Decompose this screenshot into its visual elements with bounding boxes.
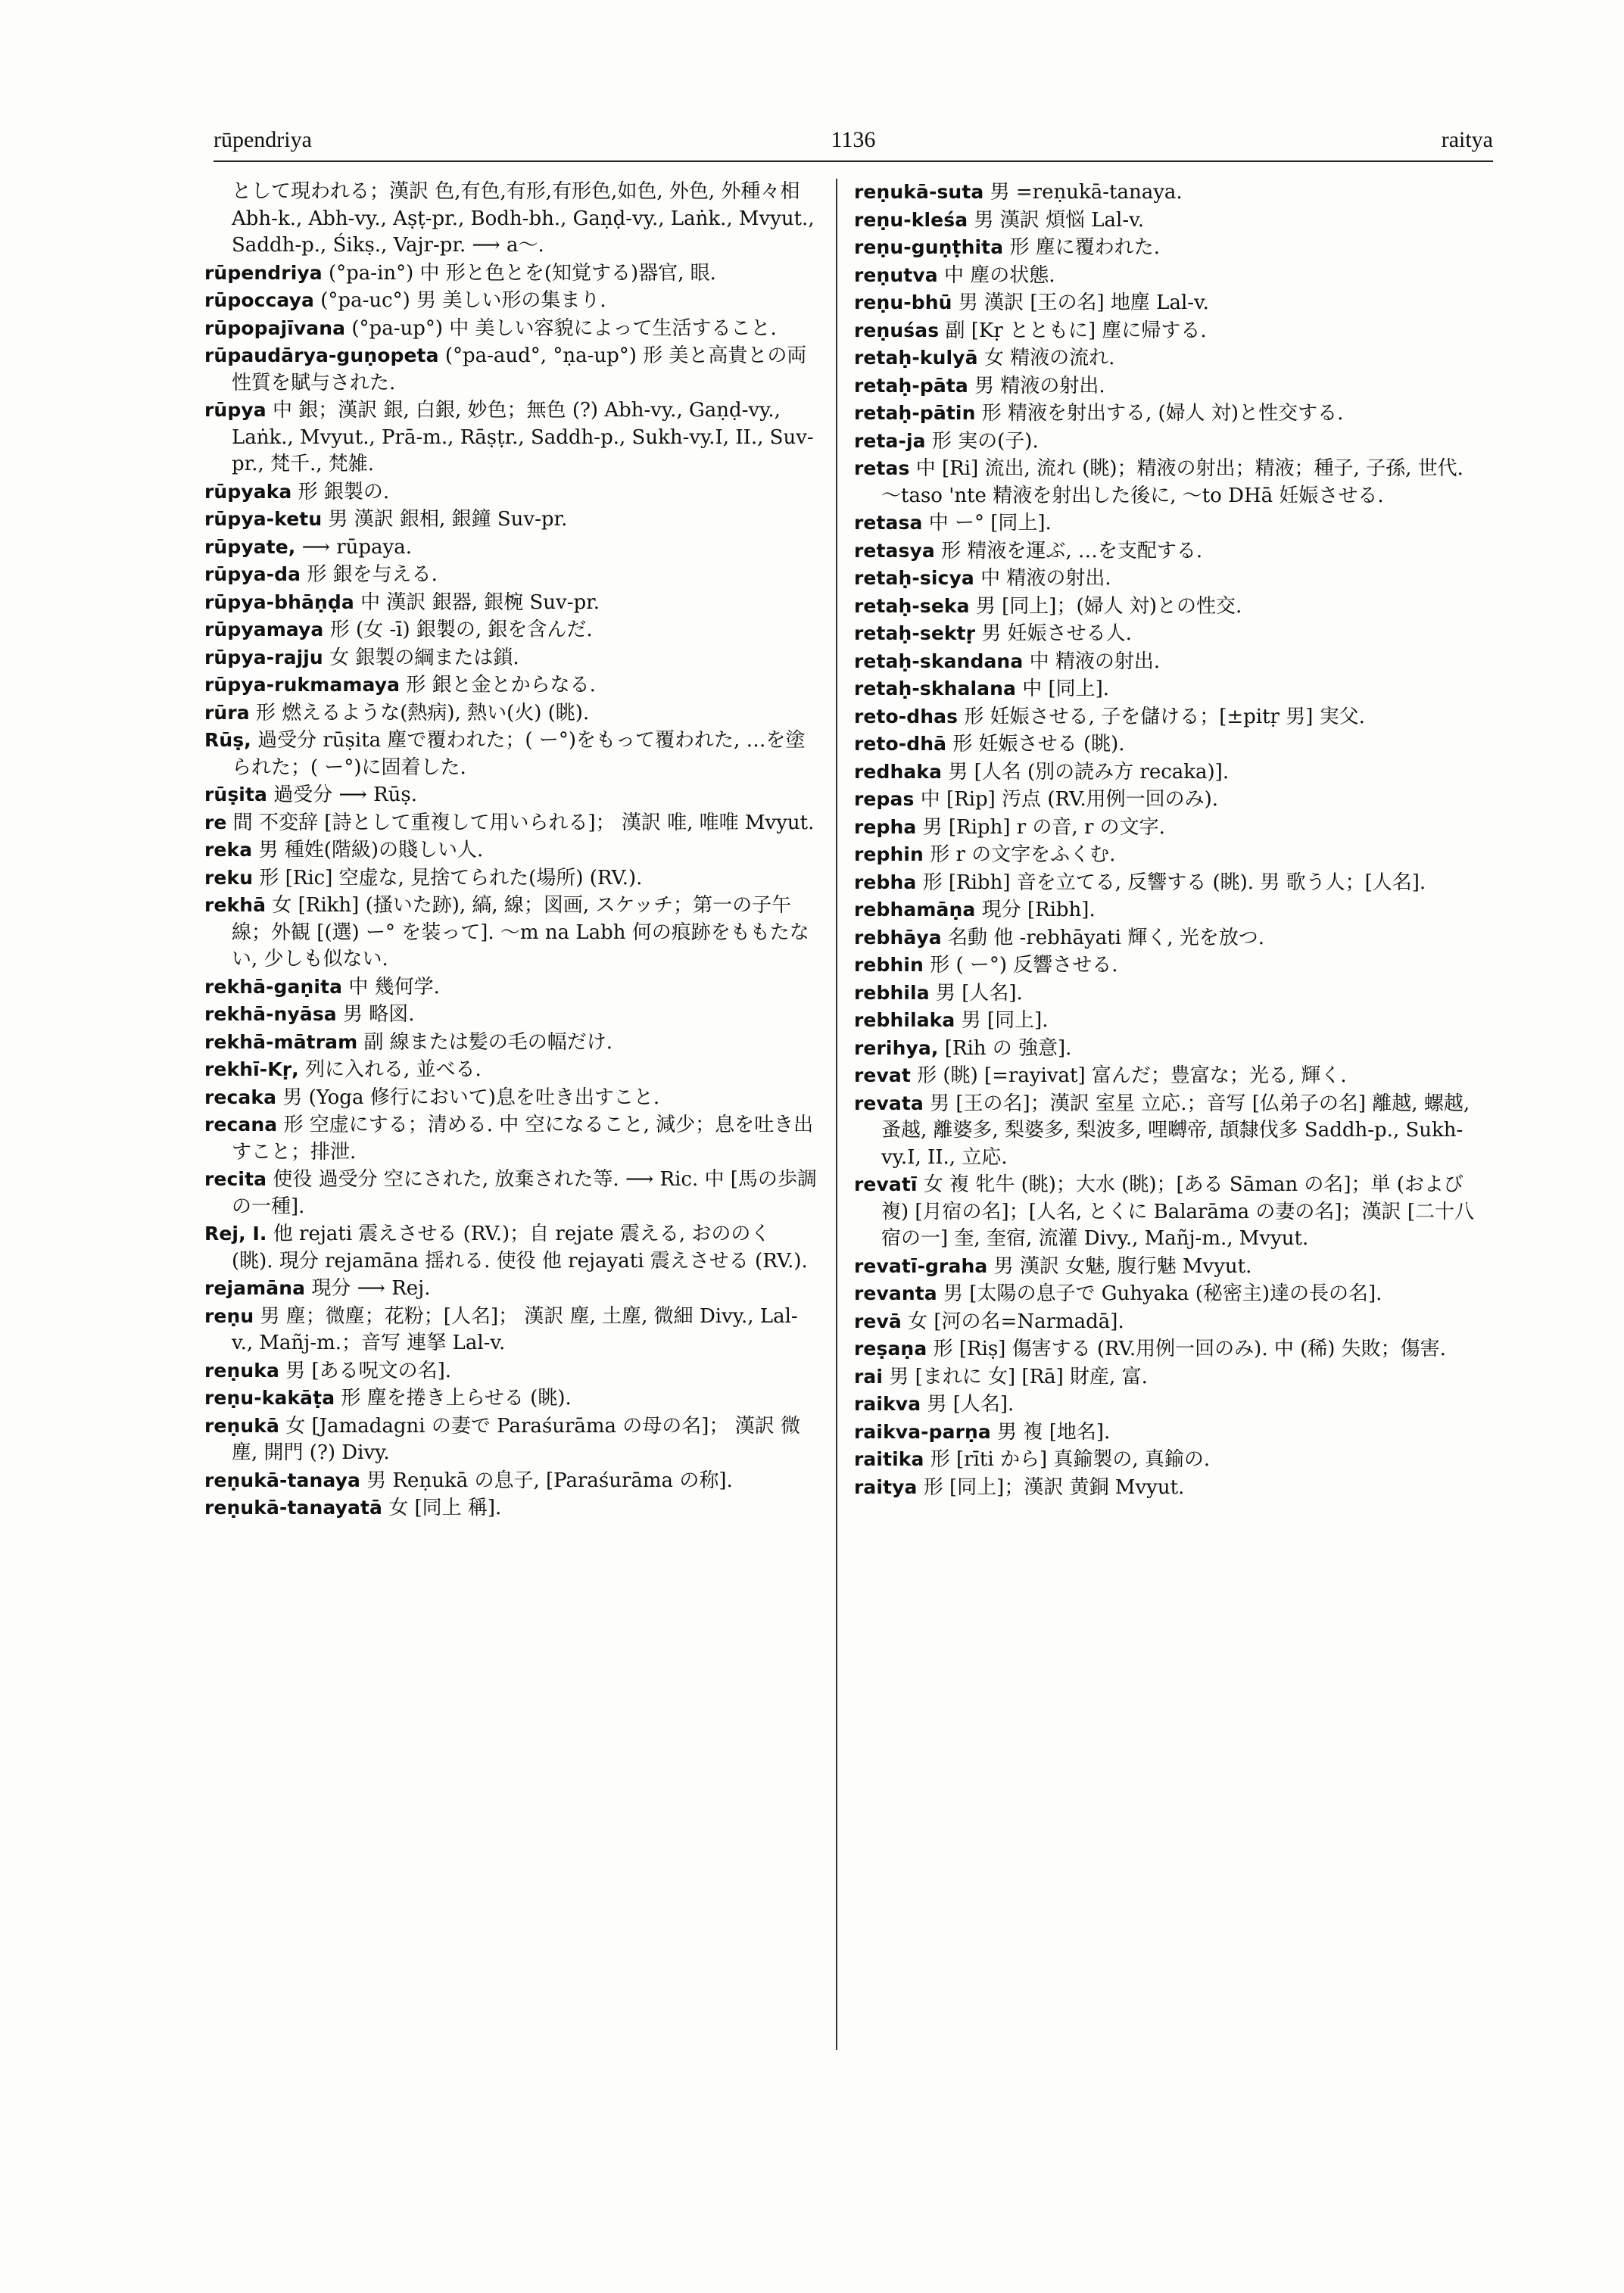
definition: 男 [人名]. bbox=[927, 1393, 1015, 1416]
dictionary-entry bbox=[204, 506, 818, 534]
dictionary-entry bbox=[204, 1275, 818, 1303]
definition: 形 [Riṣ] 傷害する (RV.用例一回のみ). 中 (稀) 失敗；傷害. bbox=[933, 1338, 1446, 1360]
headword: rebhāya bbox=[854, 926, 942, 949]
definition: 男 種姓(階級)の賤しい人. bbox=[258, 839, 484, 861]
headword: reṇukā-tanayatā bbox=[204, 1497, 382, 1519]
dictionary-entry bbox=[854, 1308, 1479, 1336]
definition: 女 [河の名=Narmadā]. bbox=[908, 1310, 1124, 1333]
headword: raitya bbox=[854, 1475, 918, 1498]
headword: reṇukā-tanaya bbox=[204, 1469, 360, 1491]
definition: 形 (眺) [=rayivat] 富んだ；豊富な；光る, 輝く. bbox=[917, 1064, 1347, 1087]
headword: rekhā bbox=[204, 894, 267, 916]
definition: 男 [王の名]；漢訳 室星 立応.；音写 [仏弟子の名] 離越, 螺越, 蚤越, 離婆多, 梨婆多, 梨波多, 哩嚩帝, 頡隸伐多 Saddh-p., Sukh-vy.I, II., 立応. bbox=[881, 1092, 1470, 1169]
dictionary-entry bbox=[204, 699, 818, 727]
definition: 女 [同上 稱]. bbox=[388, 1497, 502, 1519]
definition: として現われる；漢訳 色,有色,有形,有形色,如色, 外色, 外種々相 Abh-k., Abh-vy., Aṣṭ-pr., Bodh-bh., Gaṇḍ-vy., Laṅk., Mvyut., Saddh-p., Śikṣ., Vajr-pr. ⟶ a〜. bbox=[232, 180, 815, 257]
headword: rejamāna bbox=[204, 1277, 306, 1299]
dictionary-entry bbox=[204, 1111, 818, 1166]
left-column bbox=[204, 179, 818, 1522]
headword: rūṣita bbox=[204, 784, 267, 805]
headword: rūra bbox=[204, 701, 250, 724]
definition: 男 漢訳 [王の名] 地塵 Lal-v. bbox=[958, 291, 1209, 314]
headword: reṇu bbox=[204, 1304, 254, 1327]
headword: retaḥ-sektṛ bbox=[854, 622, 976, 644]
dictionary-entry bbox=[204, 315, 818, 343]
dictionary-entry bbox=[854, 759, 1479, 787]
definition: 中 塵の状態. bbox=[943, 263, 1055, 287]
dictionary-entry bbox=[204, 616, 818, 644]
definition: 女 銀製の綱または鎖. bbox=[329, 646, 519, 669]
dictionary-entry bbox=[204, 260, 818, 288]
headword: repha bbox=[854, 815, 917, 838]
dictionary-entry bbox=[204, 342, 818, 397]
dictionary-entry bbox=[854, 675, 1479, 703]
dictionary-entry bbox=[854, 179, 1479, 207]
definition: 中 精液の射出. bbox=[1029, 650, 1161, 673]
definition: 男 =reṇukā-tanaya. bbox=[990, 181, 1183, 204]
definition: 男 [太陽の息子で Guhyaka (秘密主)達の長の名]. bbox=[943, 1282, 1382, 1305]
dictionary-entry bbox=[854, 565, 1479, 593]
definition: 中 銀；漢訳 銀, 白銀, 妙色；無色 (?) Abh-vy., Gaṇḍ-vy., Laṅk., Mvyut., Prā-m., Rāṣṭr., Saddh-p., Sukh-vy.I, II., Suv-pr., 梵千., 梵雑. bbox=[232, 399, 814, 475]
headword: rai bbox=[854, 1365, 884, 1388]
headword: retaḥ-sicya bbox=[854, 567, 974, 589]
definition: 男 塵；微塵；花粉；[人名]； 漢訳 塵, 土塵, 微細 Divy., Lal-v., Mañj-m.；音写 連拏 Lal-v. bbox=[232, 1304, 798, 1354]
definition: 男 漢訳 女魅, 腹行魅 Mvyut. bbox=[993, 1254, 1252, 1278]
definition: 男 [人名 (別の読み方 recaka)]. bbox=[948, 760, 1230, 784]
dictionary-entry bbox=[854, 648, 1479, 676]
headword: reta-ja bbox=[854, 429, 926, 452]
right-column bbox=[854, 179, 1479, 1501]
definition: (°pa-in°) 中 形と色とを(知覚する)器官, 眼. bbox=[329, 261, 716, 285]
definition: 形 空虚にする；清める. 中 空になること, 減少；息を吐き出すこと；排泄. bbox=[232, 1114, 814, 1164]
headword: rūpya-da bbox=[204, 563, 301, 585]
headword: raikva bbox=[854, 1393, 921, 1415]
dictionary-entry bbox=[204, 1001, 818, 1029]
headword: reṇukā-suta bbox=[854, 181, 984, 203]
headword: rūpya-ketu bbox=[204, 508, 323, 530]
definition: ⟶ rūpaya. bbox=[301, 535, 412, 559]
dictionary-entry bbox=[854, 703, 1479, 731]
headword: retaḥ-pātin bbox=[854, 402, 976, 424]
dictionary-entry bbox=[204, 1166, 818, 1220]
definition: 列に入れる, 並べる. bbox=[305, 1058, 482, 1081]
definition: 形 塵に覆われた. bbox=[1009, 236, 1160, 259]
headword: rūpopajīvana bbox=[204, 316, 346, 339]
definition: 男 [まれに 女] [Rā] 財産, 富. bbox=[889, 1365, 1148, 1388]
dictionary-entry bbox=[204, 1056, 818, 1084]
headword: reto-dhas bbox=[854, 705, 959, 727]
headword: rebha bbox=[854, 871, 917, 893]
headword: revata bbox=[854, 1092, 924, 1114]
definition: 名動 他 -rebhāyati 輝く, 光を放つ. bbox=[947, 926, 1265, 949]
headword: recana bbox=[204, 1114, 278, 1136]
headword: rerihya, bbox=[854, 1036, 939, 1059]
definition: 過受分 rūṣita 塵で覆われた；( ー°)をもって覆われた, …を塗られた；( ー°)に固着した. bbox=[232, 729, 806, 779]
dictionary-entry bbox=[854, 952, 1479, 980]
headword: recaka bbox=[204, 1086, 277, 1108]
headword: rekhā-gaṇita bbox=[204, 975, 343, 998]
headword: reku bbox=[204, 866, 254, 889]
headword: retaḥ-seka bbox=[854, 594, 970, 617]
headword: revanta bbox=[854, 1282, 937, 1304]
dictionary-entry bbox=[204, 644, 818, 672]
headword: rebhamāṇa bbox=[854, 899, 976, 921]
dictionary-entry bbox=[854, 869, 1479, 897]
dictionary-entry bbox=[854, 841, 1479, 869]
definition: 男 [ある呪文の名]. bbox=[285, 1359, 452, 1382]
definition: 現分 ⟶ Rej. bbox=[311, 1277, 431, 1300]
headword: Rej, I. bbox=[204, 1223, 267, 1245]
dictionary-entry bbox=[854, 786, 1479, 814]
definition: 男 [Riph] r の音, r の文字. bbox=[922, 815, 1165, 839]
dictionary-entry bbox=[854, 428, 1479, 456]
definition: 男 妊娠させる人. bbox=[981, 622, 1132, 645]
definition: 男 [人名]. bbox=[935, 981, 1023, 1005]
header-right-guideword: raitya bbox=[1441, 127, 1493, 152]
definition: 中 [Rip] 汚点 (RV.用例一回のみ). bbox=[920, 788, 1219, 811]
definition: 中 [同上]. bbox=[1022, 678, 1110, 700]
header-left-guideword: rūpendriya bbox=[214, 127, 312, 152]
definition: 女 精液の流れ. bbox=[983, 347, 1115, 369]
headword: revatī-graha bbox=[854, 1254, 988, 1277]
dictionary-entry bbox=[204, 837, 818, 865]
definition: 形 実の(子). bbox=[931, 429, 1039, 453]
header-rule bbox=[214, 160, 1493, 162]
headword: redhaka bbox=[854, 760, 943, 783]
headword: rūpya bbox=[204, 399, 267, 421]
definition: 女 [Rikh] (搔いた跡), 縞, 線；図画, スケッチ；第一の子午線；外観 [(選) ー° を装って]. 〜m na Labh 何の痕跡をももたない, 少しも似ない. bbox=[232, 894, 809, 970]
definition: 男 精液の射出. bbox=[974, 374, 1105, 397]
definition: 間 不変辞 [詩として重複して用いられる]； 漢訳 唯, 唯唯 Mvyut. bbox=[232, 811, 815, 834]
dictionary-entry bbox=[854, 262, 1479, 290]
headword: revat bbox=[854, 1064, 911, 1086]
dictionary-entry bbox=[854, 1474, 1479, 1502]
definition: 副 [Kṛ とともに] 塵に帰する. bbox=[945, 319, 1207, 342]
dictionary-entry bbox=[854, 1035, 1479, 1063]
definition: 使役 過受分 空にされた, 放棄された等. ⟶ Ric. 中 [馬の歩調の一種]. bbox=[232, 1168, 817, 1218]
headword: rūpendriya bbox=[204, 261, 323, 284]
dictionary-entry bbox=[854, 1090, 1479, 1172]
definition: 形 精液を運ぶ, …を支配する. bbox=[941, 539, 1203, 562]
dictionary-entry bbox=[854, 620, 1479, 648]
definition: 男 [同上]；(婦人 対)との性交. bbox=[975, 594, 1242, 618]
dictionary-entry bbox=[854, 234, 1479, 262]
dictionary-entry bbox=[854, 317, 1479, 345]
definition: 男 略図. bbox=[343, 1003, 415, 1026]
definition: 形 銀と金とからなる. bbox=[406, 674, 596, 696]
headword: retaḥ-pāta bbox=[854, 374, 968, 397]
dictionary-entry bbox=[204, 1385, 818, 1413]
definition: 女 複 牝牛 (眺)；大水 (眺)；[ある Sāman の名]；単 (および 複) [月宿の名]；[人名, とくに Balarāma の妻の名]；漢訳 [二十八宿の一] 奎, 奎宿, 流灌 Divy., Mañj-m., Mvyut. bbox=[881, 1173, 1474, 1250]
definition: 形 (女 -ī) 銀製の, 銀を含んだ. bbox=[329, 618, 593, 641]
definition: 形 [Ribh] 音を立てる, 反響する (眺). 男 歌う人；[人名]. bbox=[922, 871, 1426, 894]
headword: reṇu-bhū bbox=[854, 291, 952, 313]
definition: 男 (Yoga 修行において)息を吐き出すこと. bbox=[282, 1086, 660, 1109]
definition: 中 精液の射出. bbox=[980, 567, 1111, 590]
dictionary-entry bbox=[854, 1171, 1479, 1253]
definition: 男 漢訳 煩悩 Lal-v. bbox=[974, 208, 1144, 232]
dictionary-entry bbox=[854, 924, 1479, 952]
definition: 形 [Ric] 空虚な, 見捨てられた(場所) (RV.). bbox=[259, 866, 643, 889]
headword: rekhā-mātram bbox=[204, 1030, 358, 1053]
definition: 形 ( ー°) 反響させる. bbox=[930, 954, 1118, 977]
dictionary-entry bbox=[204, 1413, 818, 1467]
headword: rebhila bbox=[854, 981, 930, 1004]
definition: 形 r の文字をふくむ. bbox=[930, 843, 1116, 866]
dictionary-entry bbox=[854, 537, 1479, 565]
headword: reṇu-guṇṭhita bbox=[854, 236, 1004, 258]
definition: 形 銀製の. bbox=[298, 480, 390, 503]
headword: reṣaṇa bbox=[854, 1338, 927, 1360]
dictionary-entry bbox=[854, 1280, 1479, 1308]
definition: 形 [同上]；漢訳 黄銅 Mvyut. bbox=[923, 1475, 1185, 1499]
headword: rūpaudārya-guṇopeta bbox=[204, 344, 439, 366]
headword: reṇuka bbox=[204, 1359, 279, 1382]
headword: reṇu-kakāṭa bbox=[204, 1387, 335, 1409]
dictionary-entry bbox=[204, 589, 818, 617]
dictionary-entry bbox=[204, 1084, 818, 1112]
headword: rūpyaka bbox=[204, 480, 292, 503]
headword: rebhilaka bbox=[854, 1009, 955, 1031]
headword: raitika bbox=[854, 1448, 924, 1470]
definition: 副 線または髪の毛の幅だけ. bbox=[363, 1030, 613, 1054]
dictionary-entry bbox=[854, 455, 1479, 509]
dictionary-entry bbox=[854, 731, 1479, 759]
dictionary-entry bbox=[204, 892, 818, 974]
dictionary-entry bbox=[854, 1007, 1479, 1035]
dictionary-entry bbox=[204, 781, 818, 809]
dictionary-entry bbox=[204, 1220, 818, 1275]
headword: rūpya-rajju bbox=[204, 646, 323, 668]
dictionary-entry bbox=[204, 478, 818, 506]
headword: retasya bbox=[854, 539, 935, 562]
headword: rūpya-rukmamaya bbox=[204, 674, 401, 696]
dictionary-entry bbox=[204, 1467, 818, 1495]
dictionary-entry bbox=[204, 287, 818, 315]
dictionary-entry bbox=[854, 207, 1479, 235]
headword: rūpoccaya bbox=[204, 289, 315, 311]
dictionary-entry bbox=[854, 344, 1479, 372]
dictionary-entry bbox=[854, 372, 1479, 400]
dictionary-entry bbox=[204, 1494, 818, 1522]
dictionary-entry bbox=[204, 809, 818, 837]
dictionary-entry bbox=[204, 974, 818, 1002]
definition: 形 塵を捲き上らせる (眺). bbox=[341, 1387, 572, 1410]
headword: recita bbox=[204, 1168, 267, 1190]
dictionary-entry bbox=[204, 561, 818, 589]
definition: 形 燃えるような(熱病), 熱い(火) (眺). bbox=[256, 701, 590, 724]
dictionary-entry bbox=[854, 593, 1479, 621]
dictionary-entry bbox=[204, 1357, 818, 1385]
headword: reṇuśas bbox=[854, 319, 940, 341]
headword: rūpyate, bbox=[204, 535, 296, 558]
headword: reṇukā bbox=[204, 1414, 279, 1437]
page-number: 1136 bbox=[831, 127, 876, 152]
headword: retaḥ-kulyā bbox=[854, 347, 978, 369]
definition: 中 幾何学. bbox=[348, 975, 440, 999]
headword: revatī bbox=[854, 1173, 918, 1195]
dictionary-entry bbox=[854, 1446, 1479, 1474]
column-divider bbox=[836, 179, 837, 2050]
dictionary-entry bbox=[204, 179, 818, 260]
headword: rūpya-bhāṇḍa bbox=[204, 590, 354, 613]
definition: 形 精液を射出する, (婦人 対)と性交する. bbox=[981, 402, 1344, 425]
definition: [Rih の 強意]. bbox=[944, 1036, 1072, 1060]
dictionary-entry bbox=[204, 1303, 818, 1357]
headword: raikva-parṇa bbox=[854, 1420, 991, 1443]
definition: 形 妊娠させる, 子を儲ける；[±pitṛ 男] 実父. bbox=[964, 705, 1365, 728]
dictionary-entry bbox=[854, 1391, 1479, 1419]
dictionary-entry bbox=[204, 865, 818, 893]
definition: 男 Reṇukā の息子, [Paraśurāma の称]. bbox=[366, 1469, 733, 1492]
dictionary-entry bbox=[854, 289, 1479, 317]
definition: (°pa-uc°) 男 美しい形の集まり. bbox=[320, 289, 606, 312]
dictionary-entry bbox=[854, 1253, 1479, 1281]
headword: rephin bbox=[854, 843, 924, 865]
headword: revā bbox=[854, 1310, 902, 1332]
definition: 形 [rīti から] 真鍮製の, 真鍮の. bbox=[930, 1448, 1211, 1471]
headword: reka bbox=[204, 839, 253, 861]
headword: rūpyamaya bbox=[204, 618, 324, 640]
definition: 中 ー° [同上]. bbox=[928, 512, 1052, 534]
definition: 中 漢訳 銀器, 銀椀 Suv-pr. bbox=[360, 590, 600, 614]
dictionary-entry bbox=[204, 397, 818, 478]
dictionary-entry bbox=[854, 1062, 1479, 1090]
headword: repas bbox=[854, 788, 915, 810]
definition: 男 漢訳 銀相, 銀鐘 Suv-pr. bbox=[328, 508, 568, 531]
dictionary-entry bbox=[854, 1335, 1479, 1363]
headword: rebhin bbox=[854, 954, 924, 976]
headword: reṇutva bbox=[854, 263, 938, 286]
definition: 男 [同上]. bbox=[961, 1009, 1049, 1032]
page-header bbox=[214, 127, 1493, 160]
definition: 現分 [Ribh]. bbox=[981, 899, 1096, 921]
dictionary-entry bbox=[204, 671, 818, 699]
headword: reto-dhā bbox=[854, 733, 947, 755]
dictionary-entry bbox=[854, 509, 1479, 537]
dictionary-entry bbox=[854, 896, 1479, 924]
headword: retas bbox=[854, 457, 910, 479]
headword: Rūṣ, bbox=[204, 729, 251, 751]
dictionary-entry bbox=[854, 814, 1479, 842]
definition: (°pa-aud°, °ṇa-up°) 形 美と高貴との両性質を賦与された. bbox=[232, 344, 807, 394]
headword: retasa bbox=[854, 512, 923, 534]
definition: 形 銀を与える. bbox=[307, 563, 438, 586]
headword: retaḥ-skandana bbox=[854, 650, 1024, 672]
definition: 過受分 ⟶ Rūṣ. bbox=[273, 784, 417, 806]
definition: 形 妊娠させる (眺). bbox=[952, 733, 1125, 756]
headword: retaḥ-skhalana bbox=[854, 678, 1016, 699]
headword: re bbox=[204, 811, 227, 833]
dictionary-entry bbox=[204, 1029, 818, 1057]
dictionary-entry bbox=[204, 727, 818, 781]
dictionary-entry bbox=[854, 1419, 1479, 1447]
headword: reṇu-kleśa bbox=[854, 208, 968, 231]
dictionary-entry bbox=[854, 980, 1479, 1008]
definition: 女 [Jamadagni の妻で Paraśurāma の母の名]； 漢訳 微塵, 開門 (?) Divy. bbox=[232, 1414, 800, 1464]
headword: rekhī-Kṛ, bbox=[204, 1058, 299, 1080]
headword: rekhā-nyāsa bbox=[204, 1003, 337, 1025]
dictionary-entry bbox=[854, 400, 1479, 428]
definition: 他 rejati 震えさせる (RV.)；自 rejate 震える, おののく (眺). 現分 rejamāna 揺れる. 使役 他 rejayati 震えさせる (RV.). bbox=[232, 1223, 808, 1273]
definition: 中 [Ri] 流出, 流れ (眺)；精液の射出；精液；種子, 子孫, 世代. 〜taso 'nte 精液を射出した後に, 〜to DHā 妊娠させる. bbox=[881, 457, 1463, 507]
dictionary-entry bbox=[854, 1363, 1479, 1391]
definition: 男 複 [地名]. bbox=[997, 1420, 1111, 1444]
definition: (°pa-up°) 中 美しい容貌によって生活すること. bbox=[351, 316, 777, 340]
dictionary-entry bbox=[204, 534, 818, 562]
